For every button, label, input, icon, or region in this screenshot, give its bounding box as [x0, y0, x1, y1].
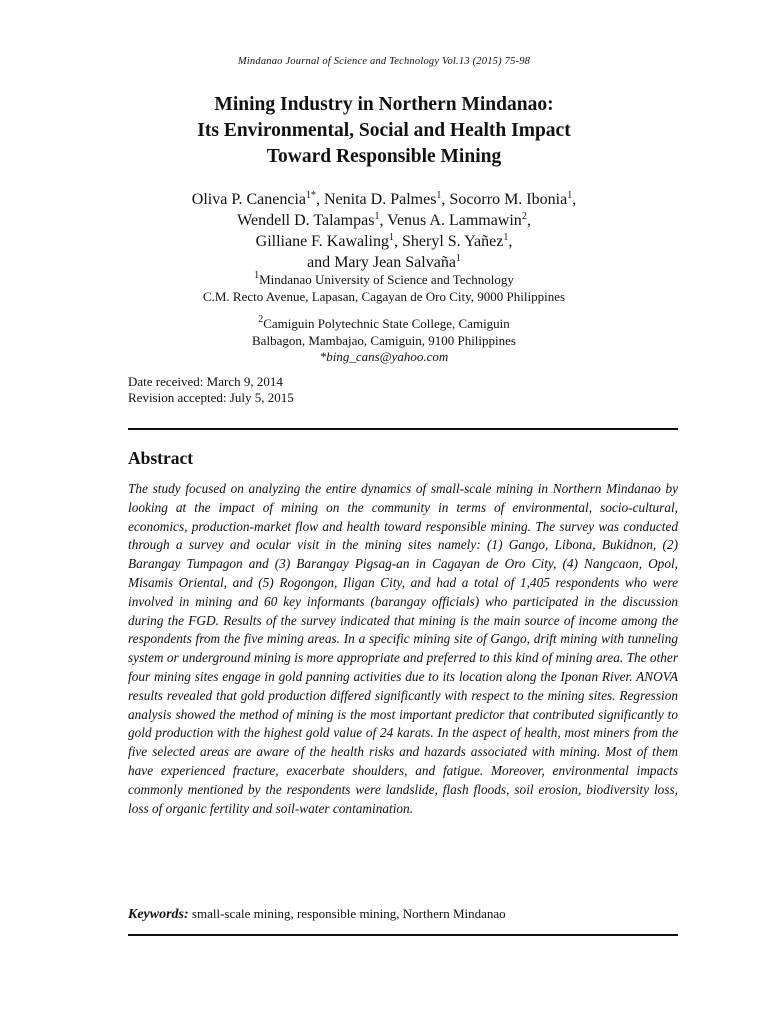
date-received: Date received: March 9, 2014 — [128, 374, 283, 389]
affiliation-mark: 2 — [258, 314, 264, 325]
author-affiliation-mark: 1 — [389, 232, 394, 243]
author-affiliation-mark: 2 — [521, 211, 527, 222]
author-connector: and — [307, 254, 331, 271]
author-name: Wendell D. Talampas — [237, 212, 375, 229]
affiliation-address: C.M. Recto Avenue, Lapasan, Cagayan de Oro City, 9000 Philippines — [202, 288, 566, 304]
running-head: Mindanao Journal of Science and Technology Vol.13 (2015) 75-98 — [237, 56, 531, 67]
affiliation-mark: 1 — [254, 270, 260, 281]
author-affiliation-mark: 1* — [306, 190, 316, 201]
abstract-heading: Abstract — [128, 448, 194, 468]
author-name: Oliva P. Canencia — [191, 191, 306, 208]
author-name: Mary Jean Salvaña — [334, 254, 456, 271]
keywords-text: small-scale mining, responsible mining, Northern Mindanao — [191, 906, 506, 921]
divider-top — [128, 428, 678, 430]
author-affiliation-mark: 1 — [374, 211, 380, 222]
abstract-text: The study focused on analyzing the entire dynamics of small-scale mining in Northern Mindanao by looking at the impact of mining on the community in terms of environmental, socio-cultural, economics, production-market flow and health toward responsible mining. The survey was conducted through a survey and ocular visit in the mining sites namely: (1) Gango, Libona, Bukidnon, (2) Barangay Tumpagon and (3) Barangay Pigsag-an in Cagayan de Oro City, (4) Nangcaon, Opol, Misamis Oriental, and (5) Rogongon, Iligan City, and had a total of 1,405 respondents who were involved in mining and 60 key informants (barangay officials) who participated in the discussion during the FGD. Results of the survey indicated that mining is the main source of income among the respondents from the five mining areas. In a specific mining site of Gango, drift mining with tunneling system or underground mining is more appropriate and preferred to this kind of mining area. The other four mining sites engage in gold panning activities due to its location along the Iponan River. ANOVA results revealed that gold production differed significantly with respect to the mining sites. Regression analysis showed the method of mining is the most important predictor that contributed significantly to gold production with the highest gold value of 24 karats. In the aspect of health, most miners from the five selected areas are aware of the health risks and hazards associated with mining. Most of them have experienced fracture, exacerbate shoulders, and fatigue. Moreover, environmental impacts commonly mentioned by the respondents were landslide, flash floods, soil erosion, biodiversity loss, loss of organic fertility and soil-water contamination. — [128, 481, 678, 816]
author-name: Sheryl S. Yañez — [402, 233, 504, 250]
paper-title — [90, 92, 678, 170]
divider-bottom — [128, 934, 678, 936]
author-affiliation-mark: 1 — [503, 232, 509, 243]
title-line-1: Mining Industry in Northern Mindanao: — [214, 94, 554, 115]
author-affiliation-mark: 1 — [436, 190, 442, 201]
author-affiliation-mark: 1 — [567, 190, 573, 201]
keywords — [128, 905, 678, 924]
affiliation-institution: Mindanao University of Science and Technology — [259, 272, 514, 287]
title-line-3: Toward Responsible Mining — [266, 146, 502, 167]
author-name: Nenita D. Palmes — [324, 191, 437, 208]
affiliation-2 — [90, 316, 678, 366]
date-accepted: Revision accepted: July 5, 2015 — [128, 390, 294, 405]
author-affiliation-mark: 1 — [455, 253, 461, 264]
author-name: Gilliane F. Kawaling — [255, 233, 389, 250]
corresponding-email: *bing_cans@yahoo.com — [319, 349, 449, 364]
author-line-1: Oliva P. Canencia$^{1*}$, Nenita D. Palmes$^1$, Socorro M. Ibonia$^1$, — [191, 190, 577, 208]
affiliation-1 — [90, 272, 678, 305]
author-line-3: Gilliane F. Kawaling$^1$, Sheryl S. Yañez$^1$, — [255, 232, 513, 250]
keywords-label: Keywords: — [128, 907, 189, 922]
submission-dates — [128, 374, 678, 406]
affiliation-address: Balbagon, Mambajao, Camiguin, 9100 Philippines — [252, 332, 516, 348]
title-line-2: Its Environmental, Social and Health Impact — [197, 120, 571, 141]
author-line-4 — [90, 252, 678, 273]
author-line-2: Wendell D. Talampas$^1$, Venus A. Lammawin$^2$, — [237, 211, 531, 229]
author-name: Socorro M. Ibonia — [449, 191, 568, 208]
author-name: Venus A. Lammawin — [387, 212, 522, 229]
affiliation-institution: Camiguin Polytechnic State College, Camiguin — [263, 316, 510, 331]
author-list — [90, 189, 678, 273]
